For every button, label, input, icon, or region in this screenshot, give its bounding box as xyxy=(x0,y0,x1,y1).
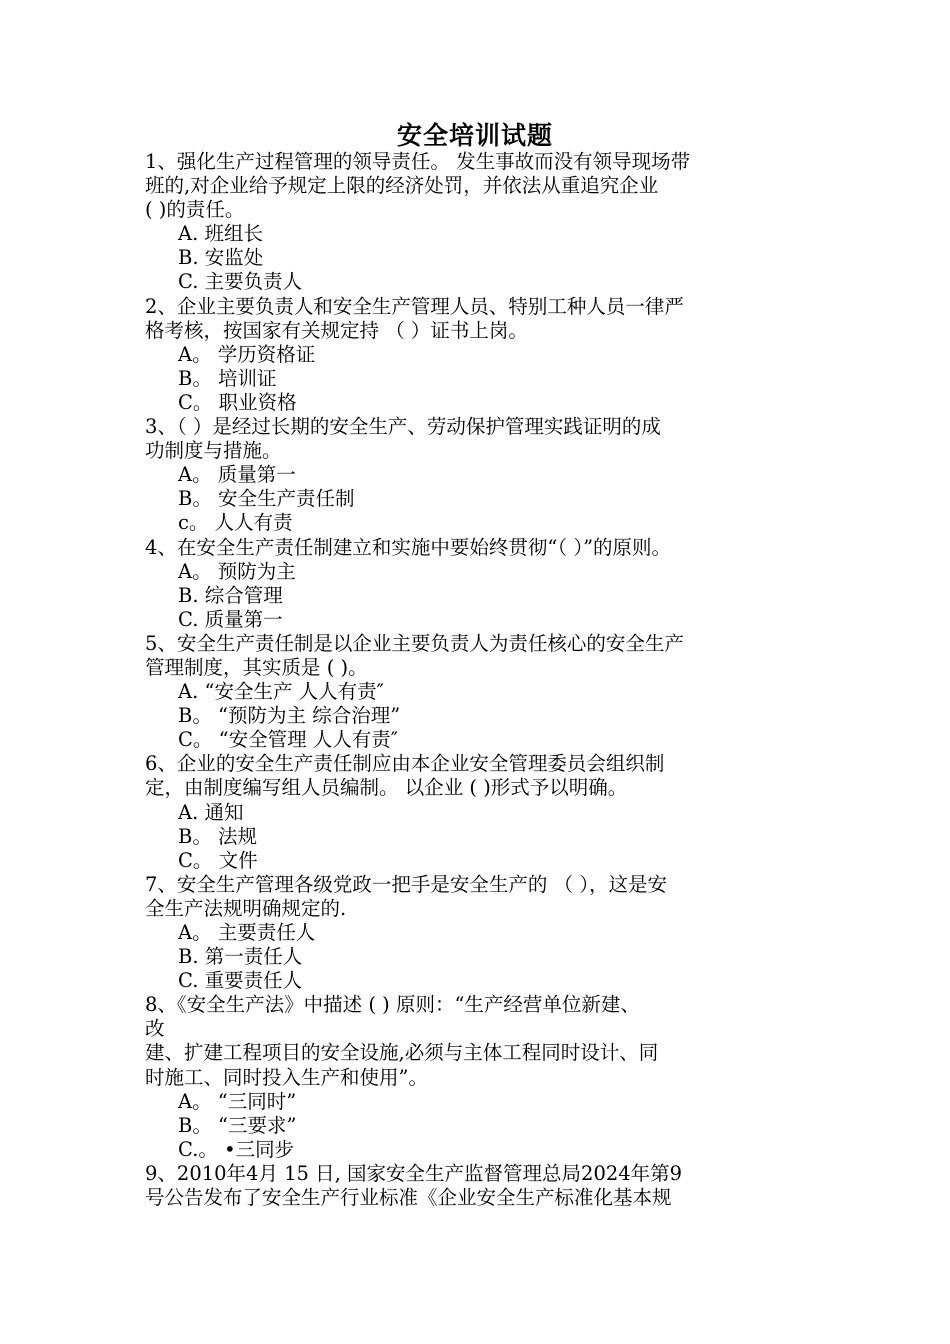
question-text-line: 建、扩建工程项目的安全设施,必须与主体工程同时设计、同 xyxy=(145,1041,659,1065)
question-text-line: 6、企业的安全生产责任制应由本企业安全管理委员会组织制 xyxy=(145,752,665,776)
answer-option: C. 主要负责人 xyxy=(178,270,303,294)
answer-option: B。 安全生产责任制 xyxy=(178,487,355,511)
question-text-line: 号公告发布了安全生产行业标准《企业安全生产标准化基本规 xyxy=(145,1186,672,1210)
answer-option: B. 综合管理 xyxy=(178,583,283,607)
question-text-line: 改 xyxy=(145,1017,165,1041)
question-list xyxy=(145,150,845,1210)
answer-option: A. “安全生产 人人有责″ xyxy=(178,680,384,704)
question-text-line: 定，由制度编写组人员编制。 以企业 ( )形式予以明确。 xyxy=(145,776,628,800)
answer-option: A。 “三同时” xyxy=(178,1089,297,1113)
question-text-line: 班的,对企业给予规定上限的经济处罚，并依法从重追究企业 xyxy=(145,174,659,198)
answer-option: A. 通知 xyxy=(178,800,244,824)
question-text-line: 3、（ ）是经过长期的安全生产、劳动保护管理实践证明的成 xyxy=(145,415,661,439)
question-text-line: 5、安全生产责任制是以企业主要负责人为责任核心的安全生产 xyxy=(145,631,684,655)
answer-option: A。 主要责任人 xyxy=(178,921,316,944)
question-text-line: 管理制度，其实质是 ( )。 xyxy=(145,655,368,679)
question-text-line: 1、强化生产过程管理的领导责任。 发生事故而没有领导现场带 xyxy=(145,150,691,173)
answer-option: C. 质量第一 xyxy=(178,607,283,631)
answer-option: A。 质量第一 xyxy=(178,463,296,487)
answer-option: B。 “三要求” xyxy=(178,1113,297,1137)
answer-option: A。 学历资格证 xyxy=(178,342,316,366)
answer-option: C.。 •三同步 xyxy=(178,1137,295,1161)
answer-option: B。 法规 xyxy=(178,824,258,848)
answer-option: A. 班组长 xyxy=(178,222,263,246)
question-text-line: 时施工、同时投入生产和使用”。 xyxy=(145,1065,428,1089)
question-text-line: 7、安全生产管理各级党政一把手是安全生产的 （ ），这是安 xyxy=(145,872,668,896)
answer-option: C. 重要责任人 xyxy=(178,969,303,993)
answer-option: C。 “安全管理 人人有责″ xyxy=(178,728,399,752)
answer-option: C。 文件 xyxy=(178,848,258,872)
question-text-line: 2、企业主要负责人和安全生产管理人员、特别工种人员一律严 xyxy=(145,294,684,318)
answer-option: B。 “预防为主 综合治理” xyxy=(178,704,401,728)
question-text-line: ( )的责任。 xyxy=(145,198,245,222)
question-text-line: 4、在安全生产责任制建立和实施中要始终贯彻“（ ）”的原则。 xyxy=(145,535,672,559)
question-text-line: 8、《安全生产法》中描述 ( ) 原则：“生产经营单位新建、 xyxy=(145,993,640,1017)
question-text-line: 9、2010年4月 15 日, 国家安全生产监督管理总局2024年第9 xyxy=(145,1161,683,1185)
document-title: 安全培训试题 xyxy=(396,121,553,150)
answer-option: B。 培训证 xyxy=(178,366,277,390)
question-text-line: 格考核，按国家有关规定持 （ ）证书上岗。 xyxy=(145,318,528,342)
question-text-line: 功制度与措施。 xyxy=(145,439,282,463)
answer-option: B. 安监处 xyxy=(178,246,264,270)
answer-option: A。 预防为主 xyxy=(178,559,296,583)
answer-option: c。 人人有责 xyxy=(178,511,293,535)
question-text-line: 全生产法规明确规定的. xyxy=(145,896,347,920)
answer-option: B. 第一责任人 xyxy=(178,945,303,969)
answer-option: C。 职业资格 xyxy=(178,390,297,414)
